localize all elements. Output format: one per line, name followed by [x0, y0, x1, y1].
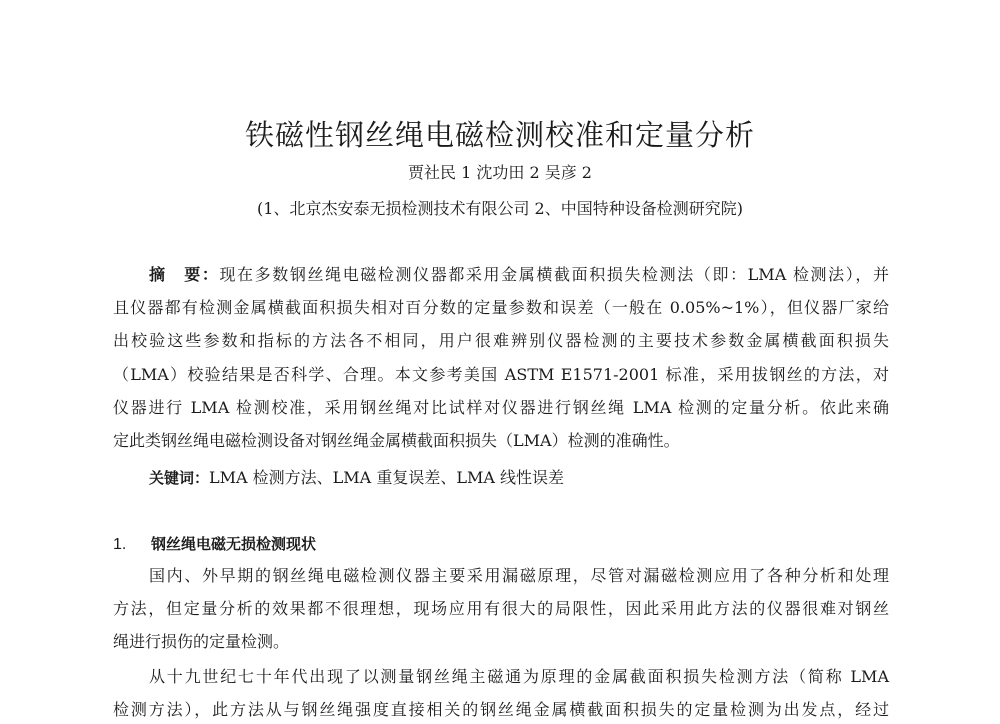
keywords-text: LMA 检测方法、LMA 重复误差、LMA 线性误差: [209, 468, 564, 487]
body-line-4: 从十九世纪七十年代出现了以测量钢丝绳主磁通为原理的金属截面积损失检测方法（简称 LMA: [149, 667, 889, 686]
abstract-line-3: 出校验这些参数和指标的方法各不相同，用户很难辨别仪器检测的主要技术参数金属横截面积损失: [113, 331, 889, 350]
keywords: [149, 464, 564, 492]
section-heading: [113, 530, 316, 559]
abstract-text: 现在多数钢丝绳电磁检测仪器都采用金属横截面积损失检测法（即：LMA 检测法），并: [219, 265, 889, 284]
body-line-3: 绳进行损伤的定量检测。: [113, 632, 290, 651]
abstract-label: 摘 要：: [149, 265, 220, 284]
paper-authors: 贾社民 1 沈功田 2 吴彦 2: [408, 163, 592, 182]
paper-title: 铁磁性钢丝绳电磁检测校准和定量分析: [244, 118, 755, 152]
section-number: 1.: [113, 536, 127, 553]
keywords-label: 关键词：: [149, 469, 210, 487]
body-line-1: 国内、外早期的钢丝绳电磁检测仪器主要采用漏磁原理，尽管对漏磁检测应用了各种分析和处理: [149, 566, 889, 585]
abstract-line-2: 且仪器都有检测金属横截面积损失相对百分数的定量参数和误差（一般在 0.05%~1%），但仪器厂家给: [113, 298, 889, 317]
abstract-line-5: 仪器进行 LMA 检测校准，采用钢丝绳对比试样对仪器进行钢丝绳 LMA 检测的定量分析。依此来确: [113, 398, 889, 417]
body-line-5: 检测方法），此方法从与钢丝绳强度直接相关的钢丝绳金属横截面积损失的定量检测为出发点，经过: [113, 700, 889, 719]
section-title: 钢丝绳电磁无损检测现状: [151, 535, 317, 553]
abstract-line-1: [149, 261, 889, 289]
paper-affiliations: (1、北京杰安泰无损检测技术有限公司 2、中国特种设备检测研究院): [257, 199, 743, 218]
body-line-2: 方法，但定量分析的效果都不很理想，现场应用有很大的局限性，因此采用此方法的仪器很难对钢丝: [113, 599, 889, 618]
abstract-line-4: （LMA）校验结果是否科学、合理。本文参考美国 ASTM E1571-2001 标准，采用拔钢丝的方法，对: [113, 365, 889, 384]
abstract-line-6: 定此类钢丝绳电磁检测设备对钢丝绳金属横截面积损失（LMA）检测的准确性。: [113, 431, 680, 450]
